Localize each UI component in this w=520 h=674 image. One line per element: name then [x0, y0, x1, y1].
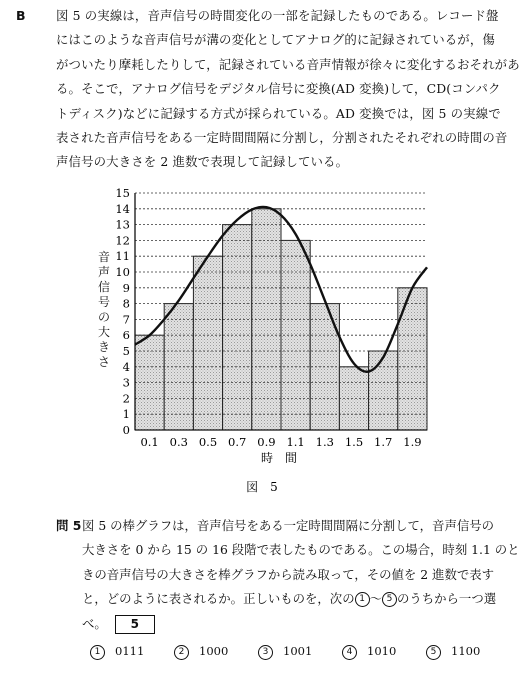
x-tick-label: 1.7 [374, 435, 393, 449]
y-tick-label: 9 [122, 280, 130, 295]
x-tick-label: 0.3 [169, 435, 188, 449]
x-tick-label: 1.5 [344, 435, 364, 449]
y-axis-label-char: 大 [97, 325, 110, 339]
choice-1[interactable] [90, 644, 144, 660]
question-line: きの音声信号の大きさを棒グラフから読み取って，その値を 2 進数で表す [82, 566, 495, 582]
y-tick-label: 1 [122, 407, 130, 422]
y-tick-label: 4 [122, 359, 130, 374]
question-line: 図 5 の棒グラフは，音声信号をある一定時間間隔に分割して，音声信号の [82, 518, 495, 533]
y-tick-label: 11 [115, 249, 130, 264]
bar [223, 225, 252, 430]
question [56, 514, 520, 636]
circle-number: 4 [342, 645, 357, 660]
choice-3[interactable] [258, 644, 312, 660]
passage-line: 表された音声信号をある一定時間間隔に分割し，分割されたそれぞれの時間の音 [56, 130, 508, 146]
range-separator: 〜 [369, 591, 382, 607]
passage-line: る。そこで，アナログ信号をデジタル信号に変換(AD 変換)して，CD(コンパク [56, 81, 501, 97]
question-line: 大きさを 0 から 15 の 16 段階で表したものである。この場合，時刻 1.1 のと [82, 542, 520, 558]
y-tick-label: 5 [122, 344, 130, 358]
question-line-5 [56, 612, 496, 636]
circle-number: 2 [174, 645, 189, 660]
x-axis-label: 時 間 [260, 451, 298, 465]
question-text: と，どのように表されるか。正しいものを，次の [82, 591, 355, 607]
circle-number: 5 [382, 592, 397, 607]
passage-line: 図 5 の実線は，音声信号の時間変化の一部を記録したものである。レコード盤 [56, 8, 499, 23]
x-tick-label: 0.5 [198, 435, 218, 449]
passage-line: にはこのような音声信号が溝の変化としてアナログ的に記録されているが，傷 [56, 32, 495, 48]
y-tick-label: 14 [115, 201, 130, 216]
y-tick-label: 6 [122, 328, 130, 343]
choice-2[interactable] [174, 644, 228, 660]
y-tick-label: 10 [115, 265, 130, 279]
choice-text: 1000 [199, 644, 229, 658]
circle-number: 1 [355, 592, 370, 607]
y-axis-label-char: の [97, 310, 110, 324]
choice-4[interactable] [342, 644, 396, 660]
y-axis-label-char: さ [97, 355, 110, 369]
question-line-4 [56, 587, 496, 611]
question-text: べ。 [82, 615, 107, 631]
circle-number: 3 [258, 645, 273, 660]
y-tick-label: 7 [122, 312, 130, 327]
y-tick-label: 15 [115, 186, 130, 200]
passage-label: B [16, 8, 26, 23]
choice-text: 1001 [283, 644, 313, 658]
bar [193, 256, 222, 430]
circle-number: 1 [90, 645, 105, 660]
choice-text: 0111 [115, 644, 145, 658]
y-axis-label-char: き [97, 340, 110, 354]
bar [398, 288, 427, 430]
y-axis-label-char: 信 [97, 280, 110, 294]
figure-caption: 図 5 [246, 480, 278, 494]
x-tick-label: 0.7 [228, 435, 247, 449]
bar [369, 351, 398, 430]
circle-number: 5 [426, 645, 441, 660]
question-number: 問 5 [56, 518, 82, 533]
x-tick-label: 1.3 [315, 435, 334, 449]
choice-text: 1100 [451, 644, 481, 658]
choice-5[interactable] [426, 644, 480, 660]
passage-line: トディスク)などに記録する方式が採られている。AD 変換では，図 5 の実線で [56, 105, 501, 121]
choice-text: 1010 [367, 644, 397, 658]
y-tick-label: 8 [122, 296, 130, 311]
y-tick-label: 13 [115, 217, 130, 232]
y-tick-label: 2 [122, 391, 130, 406]
x-tick-label: 1.1 [286, 435, 305, 449]
passage-line: 声信号の大きさを 2 進数で表現して記録している。 [56, 154, 349, 170]
y-axis-label-char: 音 [97, 250, 110, 264]
y-tick-label: 12 [115, 233, 130, 248]
y-tick-label: 0 [122, 423, 130, 437]
answer-box[interactable]: 5 [115, 615, 155, 634]
x-tick-label: 0.1 [140, 435, 159, 449]
question-text: のうちから一つ選 [396, 591, 497, 607]
passage-line: がついたり摩耗したりして，記録されている音声情報が徐々に変化するおそれがあ [56, 56, 520, 72]
y-axis-label-char: 声 [97, 265, 110, 279]
x-tick-label: 0.9 [257, 435, 276, 449]
y-axis-label-char: 号 [97, 295, 110, 309]
y-tick-label: 3 [122, 375, 130, 390]
x-tick-label: 1.9 [403, 435, 422, 449]
